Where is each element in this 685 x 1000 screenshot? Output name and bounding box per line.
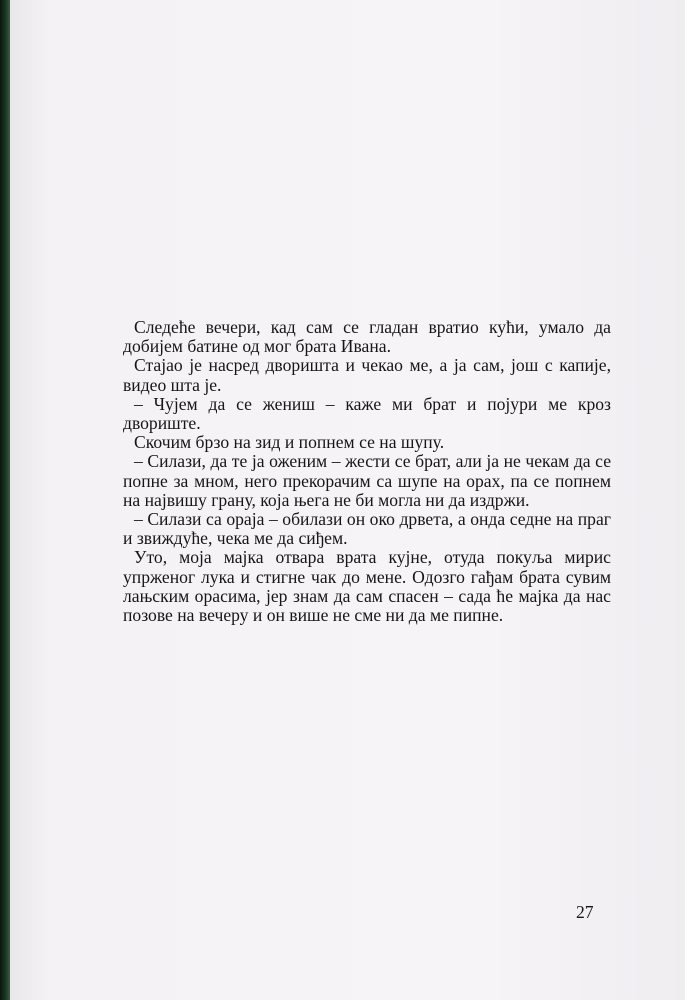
body-text bbox=[123, 318, 611, 625]
paragraph: – Силази, да те ја оженим – жести се брат, али ја не чекам да се попне за мном, него прекорачим са шупе на орах, па се попнем на највишу грану, која њега не би могла ни да издржи. bbox=[123, 451, 611, 510]
paragraph: Следеће вечери, кад сам се гладан вратио кући, умало да добијем батине од мог брата Ивана. bbox=[123, 317, 611, 357]
paragraph: – Силази са ораја – обилази он око дрвета, а онда седне на праг и звиждуће, чека ме да сиђем. bbox=[123, 509, 611, 549]
page-number: 27 bbox=[576, 902, 594, 922]
paragraph: Скочим брзо на зид и попнем се на шупу. bbox=[134, 432, 445, 453]
book-spine-edge bbox=[0, 0, 10, 1000]
paragraph: Стајао је насред дворишта и чекао ме, а ја сам, још с капије, видео шта је. bbox=[123, 355, 611, 395]
paragraph: – Чујем да се жениш – каже ми брат и појури ме кроз двориште. bbox=[123, 393, 611, 434]
book-page bbox=[10, 0, 685, 1000]
paragraph: Уто, моја мајка отвара врата кујне, отуда покуља мирис упрженог лука и стигне чак до мене. Одозго гађам брата сувим лањским орасима, јер знам да сам спасен – сада ће мајка да нас позове на вечеру и он више не сме ни да ме пипне. bbox=[123, 547, 611, 626]
